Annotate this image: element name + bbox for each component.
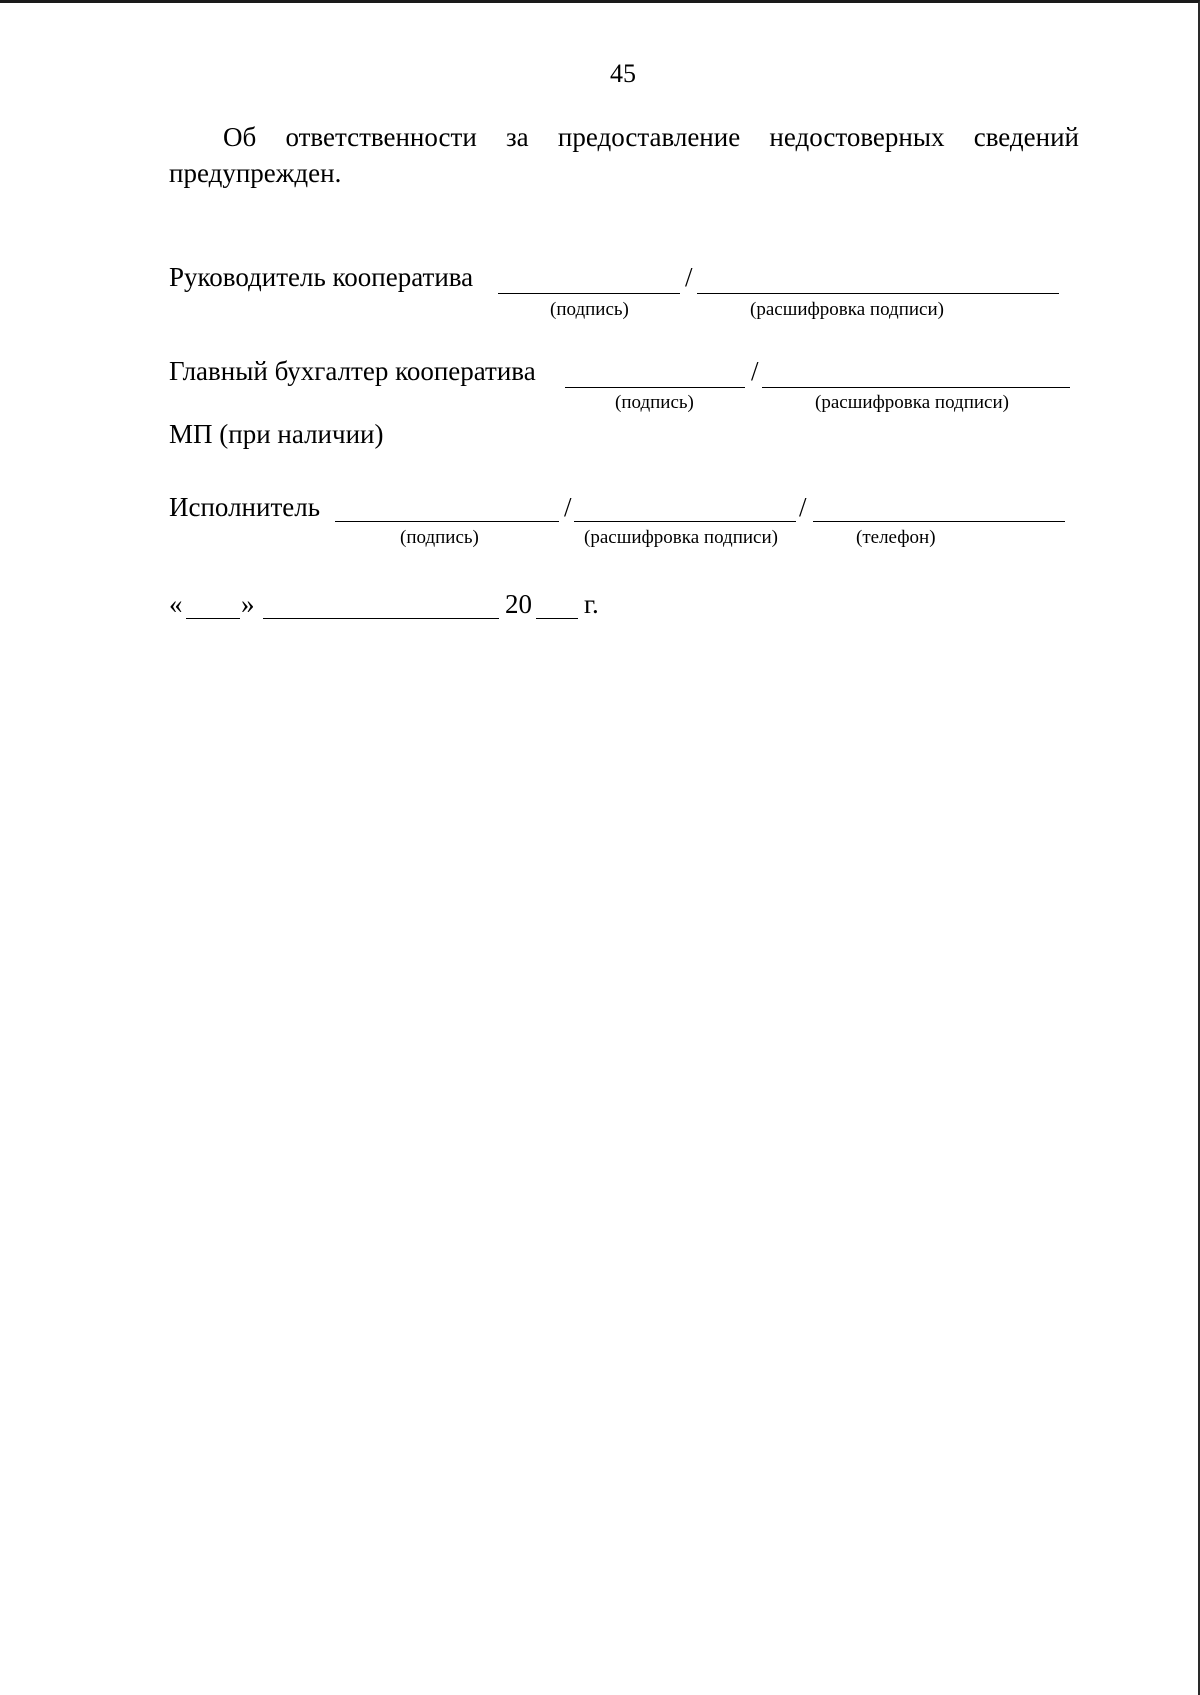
liability-warning: [169, 119, 1079, 191]
accountant-slash: /: [751, 356, 759, 386]
executor-phone-line[interactable]: [813, 521, 1065, 522]
date-year-line[interactable]: [536, 618, 578, 619]
executor-label: Исполнитель: [169, 492, 321, 522]
executor-phone-caption: (телефон): [856, 527, 936, 548]
executor-signature-caption: (подпись): [400, 527, 479, 548]
accountant-signature-caption: (подпись): [615, 392, 694, 413]
head-label: Руководитель кооператива: [169, 262, 474, 292]
date-day-line[interactable]: [186, 618, 240, 619]
executor-signature-line[interactable]: [335, 521, 559, 522]
date-month-line[interactable]: [263, 618, 499, 619]
accountant-decode-caption: (расшифровка подписи): [815, 392, 1009, 413]
date-open-quote: «: [169, 589, 183, 619]
head-signature-caption: (подпись): [550, 299, 629, 320]
executor-slash-2: /: [799, 492, 807, 522]
accountant-decode-line[interactable]: [762, 387, 1070, 388]
date-year-suffix: г.: [584, 589, 599, 619]
executor-decode-caption: (расшифровка подписи): [584, 527, 778, 548]
head-decode-line[interactable]: [697, 293, 1059, 294]
executor-decode-line[interactable]: [574, 521, 796, 522]
date-close-quote: »: [241, 589, 255, 619]
stamp-label: МП (при наличии): [169, 419, 384, 449]
head-slash: /: [685, 262, 693, 292]
page-number: 45: [610, 59, 636, 88]
head-decode-caption: (расшифровка подписи): [750, 299, 944, 320]
liability-warning-text: Об ответственности за предоставление недостоверных сведений предупрежден.: [169, 122, 1079, 188]
date-year-prefix: 20: [505, 589, 532, 619]
head-signature-line[interactable]: [498, 293, 680, 294]
accountant-signature-line[interactable]: [565, 387, 745, 388]
accountant-label: Главный бухгалтер кооператива: [169, 356, 536, 386]
executor-slash-1: /: [564, 492, 572, 522]
